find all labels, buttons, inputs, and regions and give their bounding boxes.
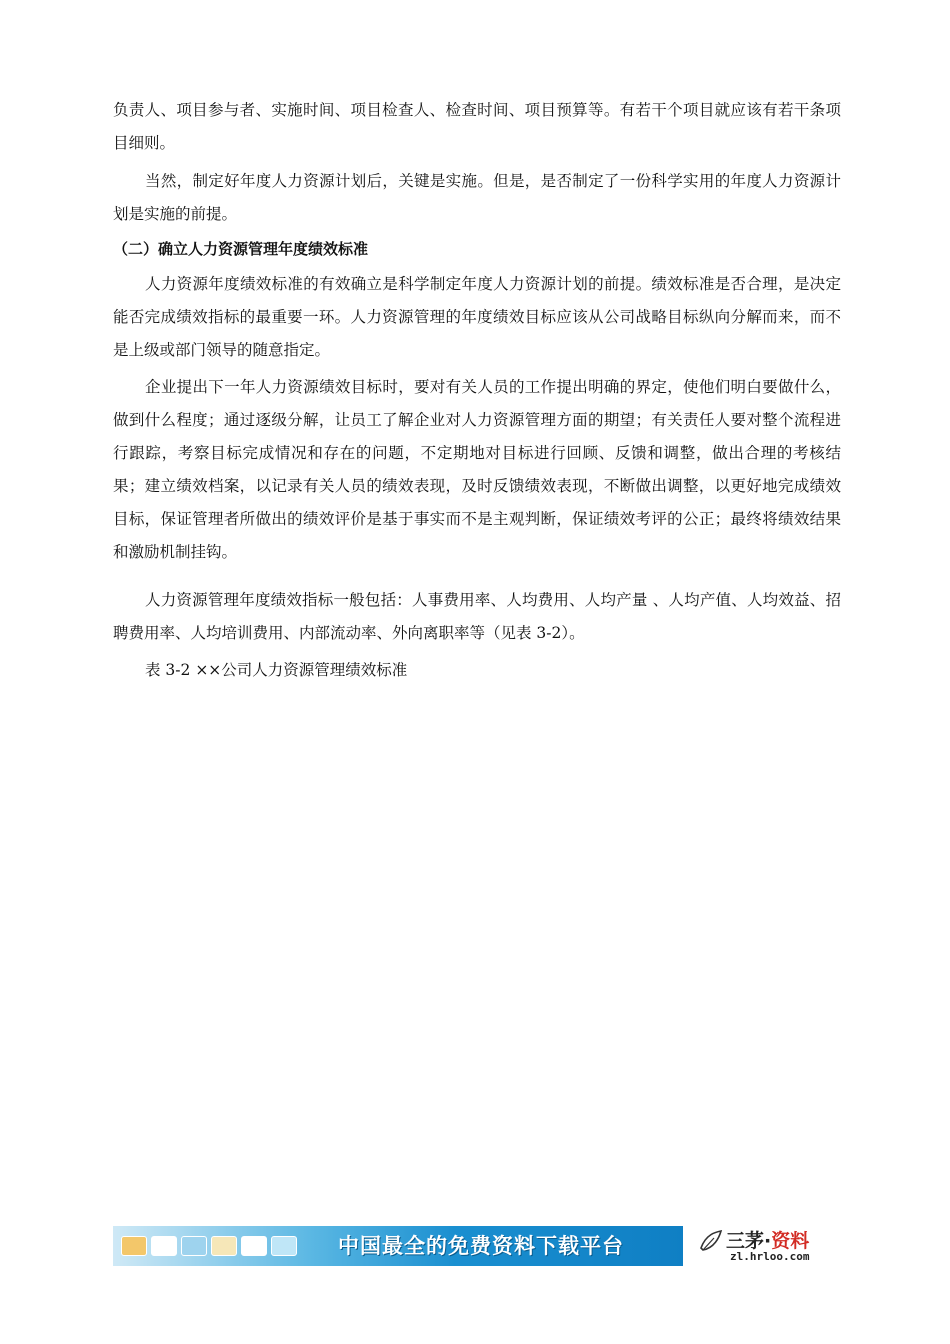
note-icon	[241, 1236, 267, 1256]
chart-icon	[181, 1236, 207, 1256]
folder-icon	[121, 1236, 147, 1256]
banner-slogan: 中国最全的免费资料下载平台	[338, 1234, 624, 1258]
paragraph-performance-standard: 人力资源年度绩效标准的有效确立是科学制定年度人力资源计划的前提。绩效标准是否合理，是决定能否完成绩效指标的最重要一环。人力资源管理的年度绩效目标应该从公司战略目标纵向分解而来，而不是上级或部门领导的随意指定。	[113, 275, 841, 359]
paragraph-project-details: 负责人、项目参与者、实施时间、项目检查人、检查时间、项目预算等。有若干个项目就应该有若干条项目细则。	[113, 101, 841, 152]
paragraph-performance-goals: 企业提出下一年人力资源绩效目标时，要对有关人员的工作提出明确的界定，使他们明白要做什么，做到什么程度；通过逐级分解，让员工了解企业对人力资源管理方面的期望；有关责任人要对整个流程进行跟踪，考察目标完成情况和存在的问题，不定期地对目标进行回顾、反馈和调整，做出合理的考核结果；建立绩效档案，以记录有关人员的绩效表现，及时反馈绩效表现，不断做出调整，以更好地完成绩效目标，保证管理者所做出的绩效评价是基于事实而不是主观判断，保证绩效考评的公正；最终将绩效结果和激励机制挂钩。	[113, 378, 841, 561]
hrloo-logo[interactable]	[698, 1224, 838, 1268]
document-icon	[151, 1236, 177, 1256]
paragraph-performance-indicators: 人力资源管理年度绩效指标一般包括：人事费用率、人均费用、人均产量 、人均产值、人均效益、招聘费用率、人均培训费用、内部流动率、外向离职率等（见表 3-2）。	[113, 591, 841, 642]
document-icons	[121, 1232, 321, 1260]
table-caption: 表 3-2 ××公司人力资源管理绩效标准	[145, 661, 408, 679]
logo-url: zl.hrloo.com	[730, 1250, 810, 1263]
logo-name: 三茅·资料	[726, 1230, 810, 1252]
leaf-icon	[698, 1228, 724, 1254]
footer-banner[interactable]	[113, 1226, 683, 1266]
file-icon	[211, 1236, 237, 1256]
page-icon	[271, 1236, 297, 1256]
paragraph-implementation: 当然，制定好年度人力资源计划后，关键是实施。但是，是否制定了一份科学实用的年度人力资源计划是实施的前提。	[113, 172, 841, 223]
section-heading: （二）确立人力资源管理年度绩效标准	[113, 240, 369, 258]
